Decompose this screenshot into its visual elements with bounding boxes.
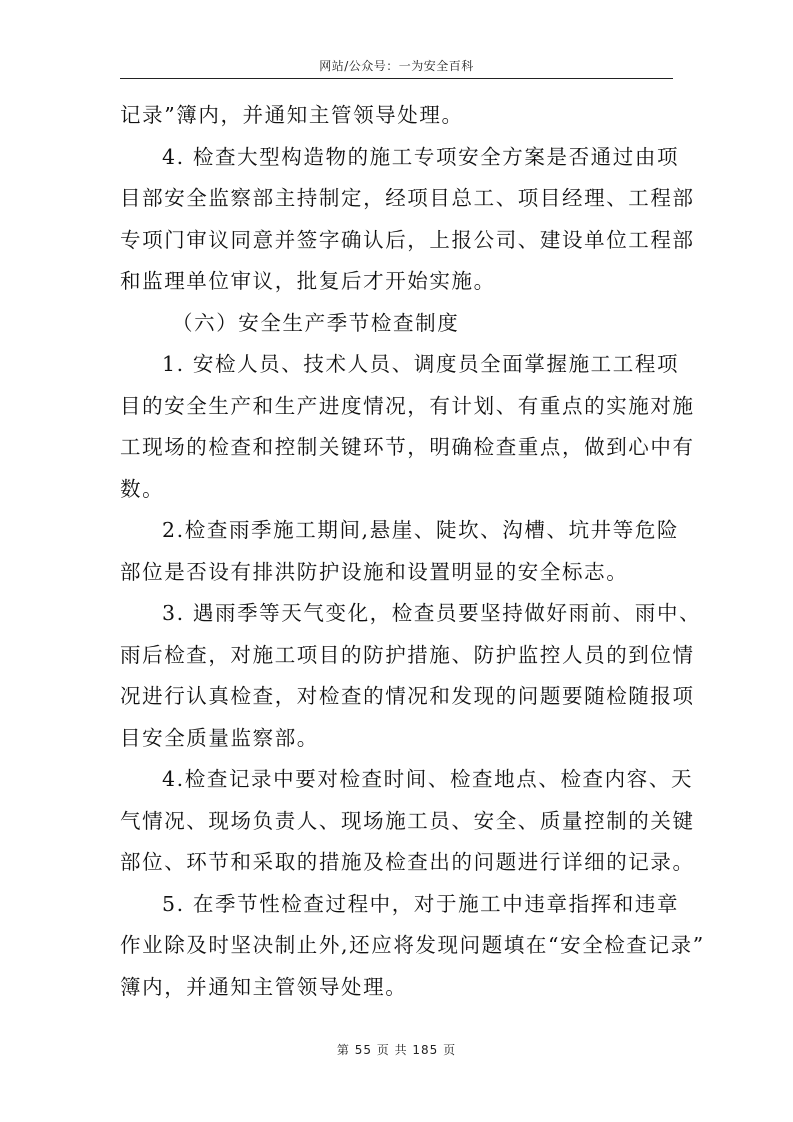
section-heading-seasonal-inspection (120, 303, 673, 345)
text-line: 4.检查记录中要对检查时间、检查地点、检查内容、天 (162, 767, 694, 791)
text-line: 记录”簿内，并通知主管领导处理。 (120, 103, 464, 127)
text-line: 1. 安检人员、技术人员、调度员全面掌握施工工程项 (162, 352, 680, 376)
text-line: 目安全质量监察部。 (120, 725, 319, 750)
text-line: 和监理单位审议，批复后才开始实施。 (120, 269, 496, 293)
text-line: 目部安全监察部主持制定，经项目总工、项目经理、工程部 (120, 186, 695, 210)
text-line: 部位、环节和采取的措施及检查出的问题进行详细的记录。 (120, 850, 695, 874)
text-line: 工现场的检查和控制关键环节，明确检查重点，做到心中有 (120, 435, 695, 459)
paragraph-continuation (120, 95, 673, 137)
text-line: 簿内，并通知主管领导处理。 (120, 974, 408, 999)
section-heading: （六）安全生产季节检查制度 (172, 310, 460, 335)
text-line: 2.检查雨季施工期间,悬崖、陡坎、沟槽、坑井等危险 (162, 518, 680, 542)
text-line: 4. 检查大型构造物的施工专项安全方案是否通过由项 (162, 144, 680, 169)
paragraph-item-4-records (120, 759, 695, 884)
text-line: 5. 在季节性检查过程中，对于施工中违章指挥和违章 (162, 891, 680, 916)
paragraph-item-3 (120, 593, 702, 759)
text-line: 雨后检查，对施工项目的防护措施、防护监控人员的到位情 (120, 642, 695, 667)
text-line: 气情况、现场负责人、现场施工员、安全、质量控制的关键 (120, 808, 695, 833)
text-line: 部位是否设有排洪防护设施和设置明显的安全标志。 (120, 559, 629, 584)
text-line: 况进行认真检查，对检查的情况和发现的问题要随检随报项 (120, 684, 695, 708)
header-divider (120, 78, 673, 79)
paragraph-item-1 (120, 344, 695, 510)
paragraph-item-2 (120, 510, 680, 593)
document-body (120, 95, 705, 1008)
text-line: 数。 (120, 476, 165, 501)
page-header: 网站/公众号：一为安全百科 (319, 59, 474, 73)
text-line: 专项门审议同意并签字确认后，上报公司、建设单位工程部 (120, 227, 695, 252)
paragraph-item-5 (120, 884, 705, 1009)
paragraph-item-4-construction-plan (120, 137, 695, 303)
text-line: 3. 遇雨季等天气变化，检查员要坚持做好雨前、雨中、 (162, 601, 702, 625)
text-line: 目的安全生产和生产进度情况，有计划、有重点的实施对施 (120, 393, 695, 418)
page-footer: 第 55 页 共 185 页 (336, 1043, 457, 1057)
text-line: 作业除及时坚决制止外,还应将发现问题填在“安全检查记录” (120, 933, 705, 957)
